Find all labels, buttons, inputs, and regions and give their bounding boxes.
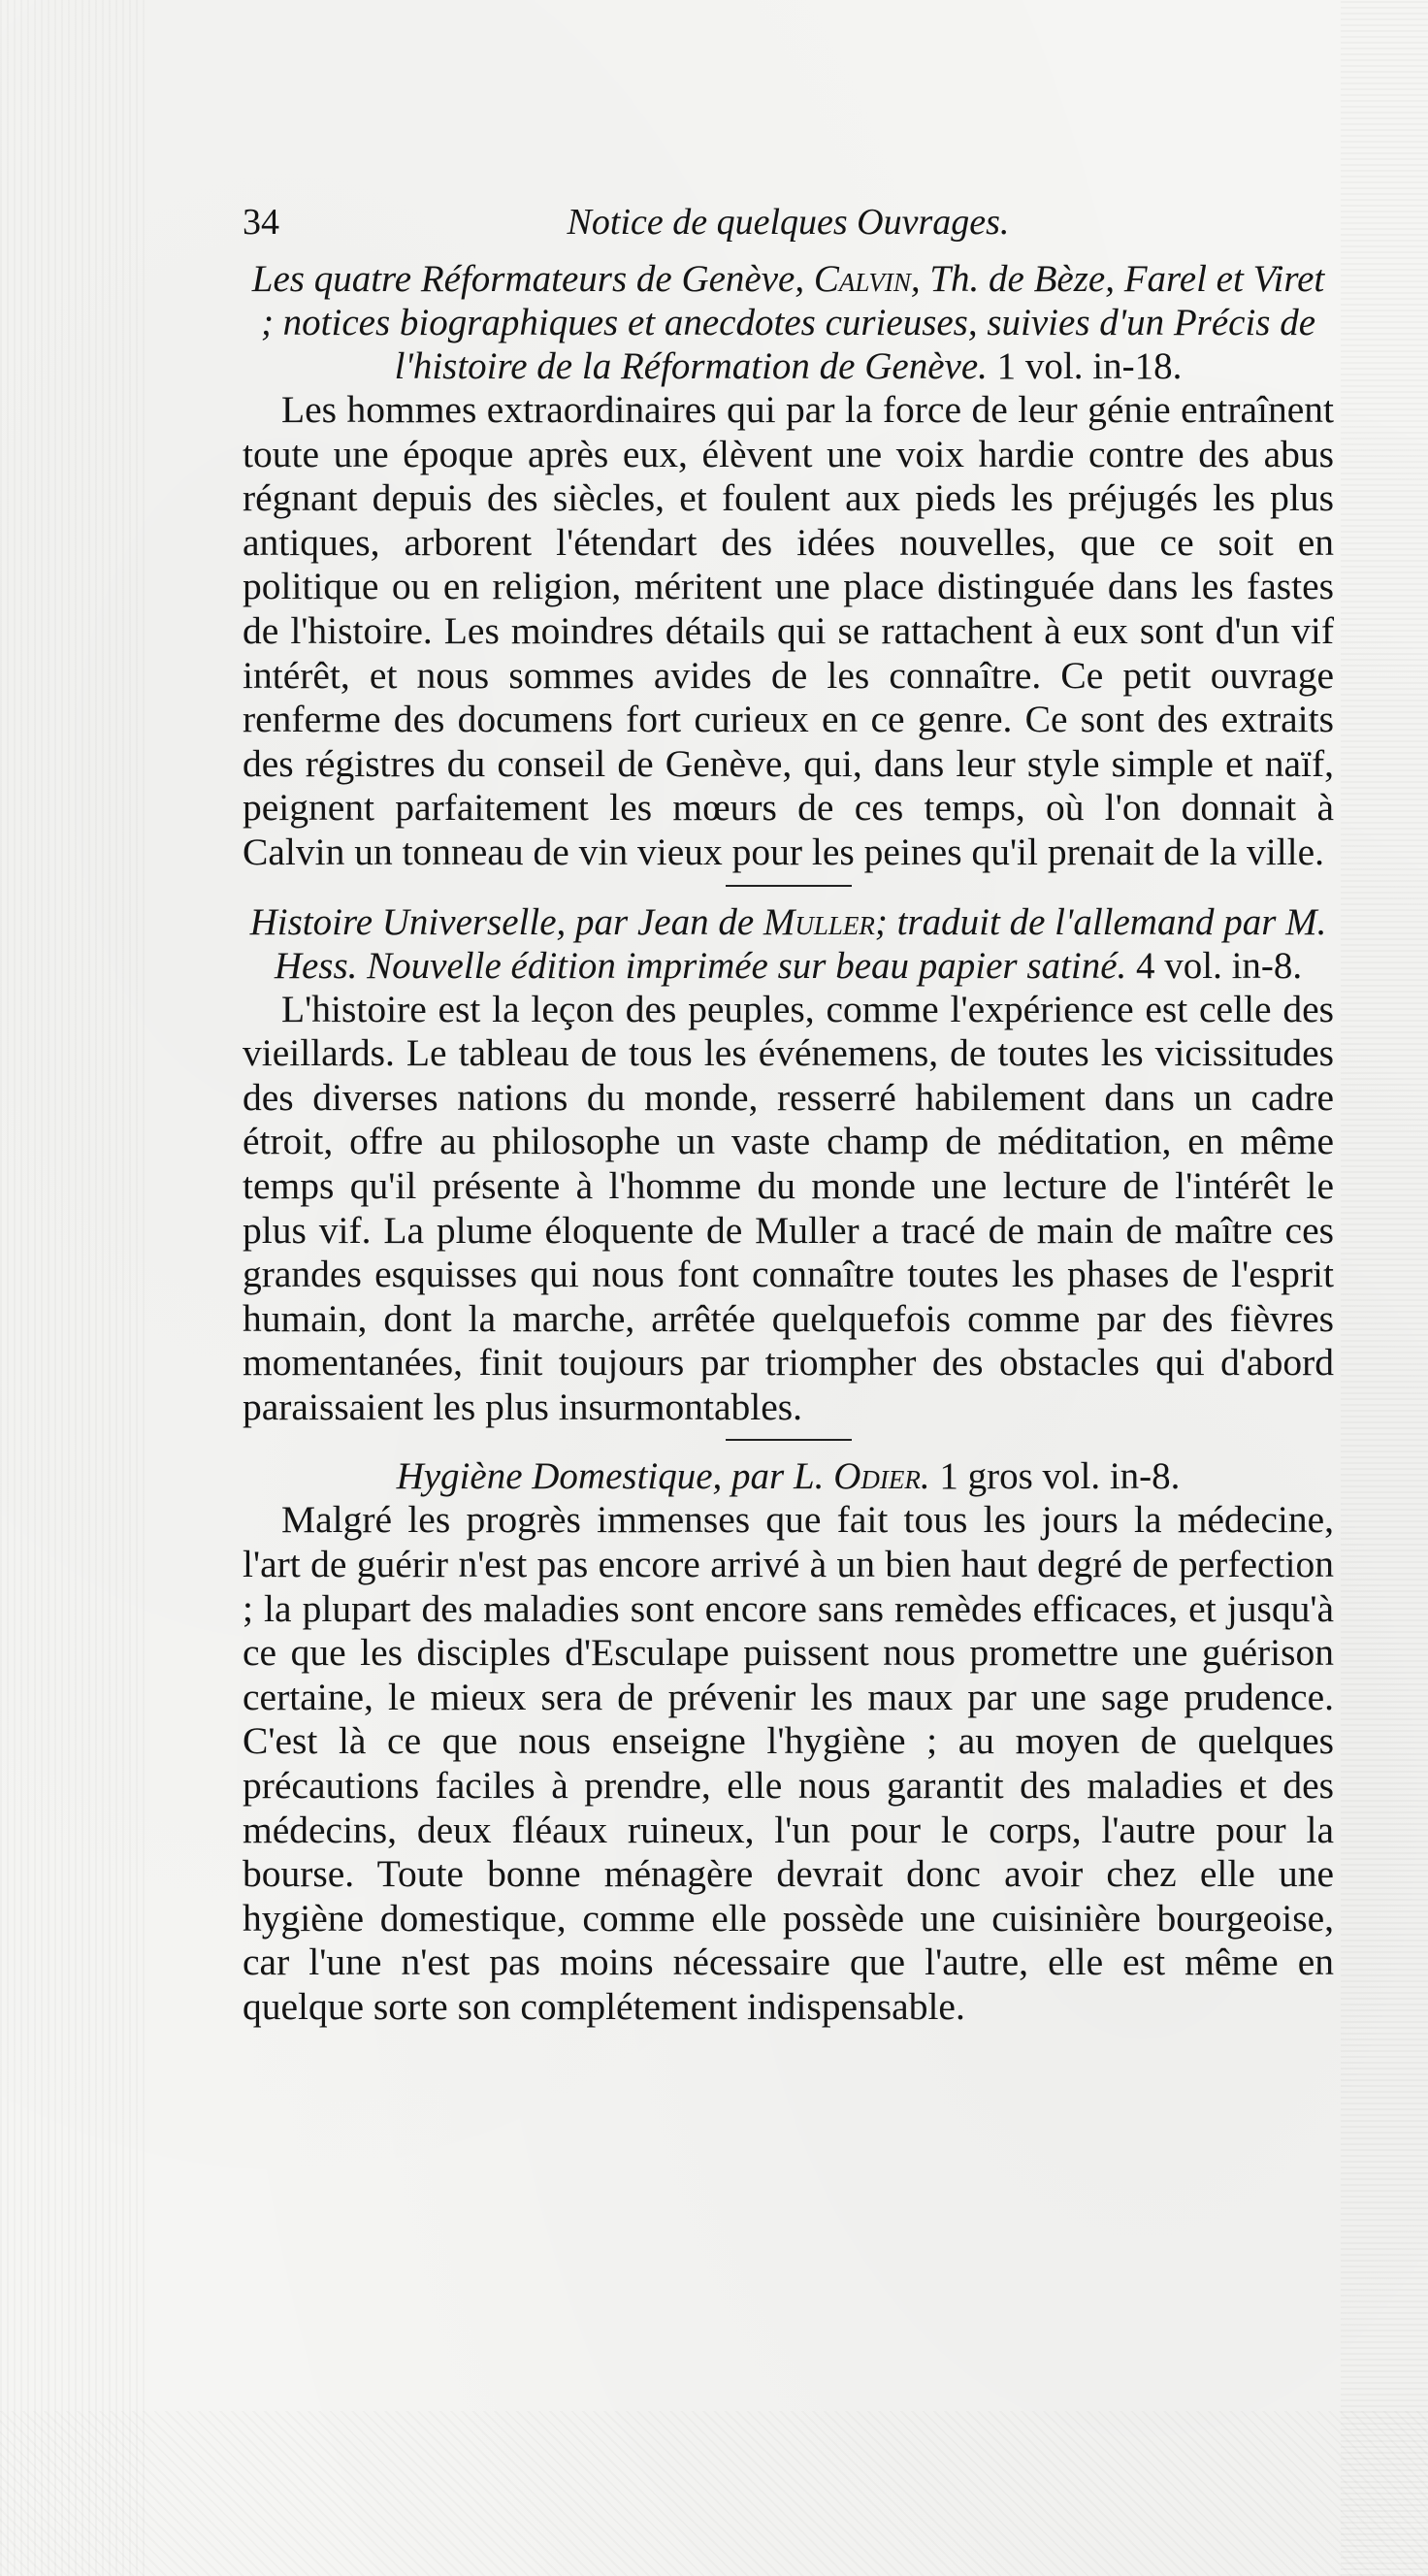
author-name: Odier (833, 1455, 921, 1498)
scan-edge-bottom (0, 2411, 1428, 2576)
running-head (243, 199, 1334, 245)
title-text-rest: . (920, 1455, 930, 1498)
running-head-title: Notice de quelques Ouvrages. (567, 202, 1010, 243)
entry-body: L'histoire est la leçon des peuples, comme l'expérience est celle des vieillards. Le tableau de tous les événemens, de toutes les vicissitudes des diverses nations du monde, resserré habilement dans un cadre étroit, offre au philosophe un vaste champ de méditation, en même temps qu'il présente à l'homme du monde une lecture de l'intérêt le plus vif. La plume éloquente de Muller a tracé de main de maître ces grandes esquisses qui nous font connaître toutes les phases de l'esprit humain, dont la marche, arrêtée quelquefois comme par des fièvres momentanées, finit toujours par triompher des obstacles qui d'abord paraissaient les plus insurmontables. (243, 987, 1334, 1428)
title-text-rest: , Th. de Bèze, Farel et Viret ; notices biographiques et anecdotes curieuses, suivies d'un Précis de l'histoire de la Réformation de Genève. (260, 258, 1325, 387)
entry-odier (243, 1454, 1334, 2029)
entry-body: Malgré les progrès immenses que fait tous les jours la médecine, l'art de guérir n'est pas encore arrivé à un bien haut degré de perfection ; la plupart des maladies sont encore sans remèdes efficaces, et jusqu'à ce que les disciples d'Esculape puissent nous promettre une guérison certaine, le mieux sera de prévenir les maux par une sage prudence. C'est là ce que nous enseigne l'hygiène ; au moyen de quelques précautions faciles à prendre, elle nous garantit des maladies et des médecins, deux fléaux ruineux, l'un pour le corps, l'autre pour la bourse. Toute bonne ménagère devrait donc avoir chez elle une hygiène domestique, comme elle possède une cuisinière bourgeoise, car l'une n'est pas moins nécessaire que l'autre, elle est même en quelque sorte son complétement indispensable. (243, 1498, 1334, 2028)
text-column (243, 199, 1334, 2030)
title-text-rest: ; traduit de l'allemand par M. Hess. Nouvelle édition imprimée sur beau papier satiné. (274, 900, 1327, 987)
entry-muller (243, 900, 1334, 1430)
separator-rule (726, 885, 852, 887)
author-name: Muller (763, 900, 875, 943)
page-number: 34 (243, 202, 279, 243)
volume-format: 4 vol. in-8. (1136, 944, 1303, 987)
volume-format: 1 gros vol. in-8. (939, 1455, 1181, 1498)
entry-title (243, 900, 1334, 988)
scan-edge-left (0, 0, 146, 2576)
entry-title (243, 1454, 1334, 1498)
entry-body: Les hommes extraordinaires qui par la force de leur génie entraînent toute une époque après eux, élèvent une voix hardie contre des abus régnant depuis des siècles, et foulent aux pieds les préjugés les plus antiques, arborent l'étendart des idées nouvelles, que ce soit en politique ou en religion, méritent une place distinguée dans les fastes de l'histoire. Les moindres détails qui se rattachent à eux sont d'un vif intérêt, et nous sommes avides de les connaître. Ce petit ouvrage renferme des documens fort curieux en ce genre. Ce sont des extraits des régistres du conseil de Genève, qui, dans leur style simple et naïf, peignent parfaitement les mœurs de ces temps, où l'on donnait à Calvin un tonneau de vin vieux pour les peines qu'il prenait de la ville. (243, 388, 1334, 873)
title-text: Les quatre Réformateurs de Genève, (251, 258, 805, 300)
volume-format: 1 vol. in-18. (996, 345, 1183, 387)
separator-rule (726, 1439, 852, 1441)
title-text: Hygiène Domestique, par L. (396, 1455, 825, 1498)
entry-calvin (243, 257, 1334, 875)
scan-edge-right (1341, 0, 1428, 2576)
author-name: Calvin (813, 258, 911, 300)
entry-title (243, 257, 1334, 388)
title-text: Histoire Universelle, par Jean de (249, 900, 755, 943)
